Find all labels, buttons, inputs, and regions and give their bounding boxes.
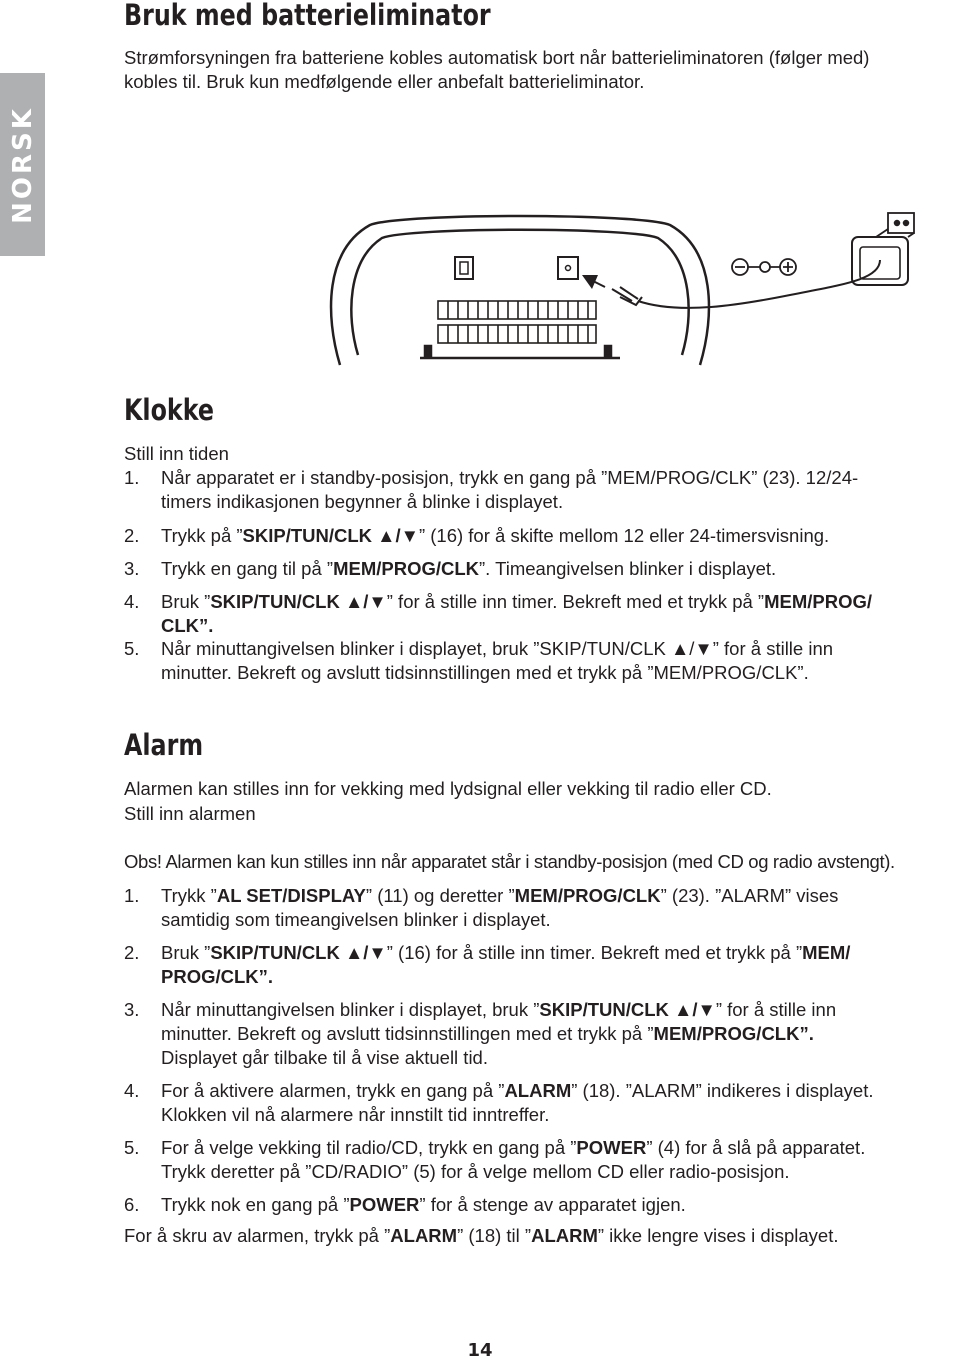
- section-heading-clock: Klokke: [124, 393, 215, 427]
- subheading: Still inn tiden: [124, 443, 229, 464]
- language-tab: [0, 73, 45, 256]
- paragraph-line: For å skru av alarmen, trykk på ”ALARM” (18) til ”ALARM” ikke lengre vises i displayet.: [124, 1225, 839, 1246]
- paragraph-line: Strømforsyningen fra batteriene kobles automatisk bort når batterieliminatoren (følger med): [124, 47, 870, 68]
- power-adapter-illustration: [320, 205, 920, 375]
- dc-in-jack: [558, 257, 578, 279]
- aux-jack: [455, 257, 473, 279]
- section-heading-battery-eliminator: Bruk med batterieliminator: [124, 0, 491, 32]
- subheading: Still inn alarmen: [124, 803, 256, 824]
- paragraph-line: kobles til. Bruk kun medfølgende eller anbefalt batterieliminator.: [124, 71, 645, 92]
- adapter-icon: [852, 213, 914, 285]
- paragraph-line: Alarmen kan stilles inn for vekking med lydsignal eller vekking til radio eller CD.: [124, 778, 772, 799]
- language-tab-label: NORSK: [7, 105, 38, 224]
- page-number: 14: [467, 1340, 493, 1361]
- section-heading-alarm: Alarm: [124, 728, 204, 762]
- dc-plug: [612, 287, 642, 305]
- note: Obs! Alarmen kan kun stilles inn når apparatet står i standby-posisjon (med CD og radio avstengt).: [124, 851, 895, 872]
